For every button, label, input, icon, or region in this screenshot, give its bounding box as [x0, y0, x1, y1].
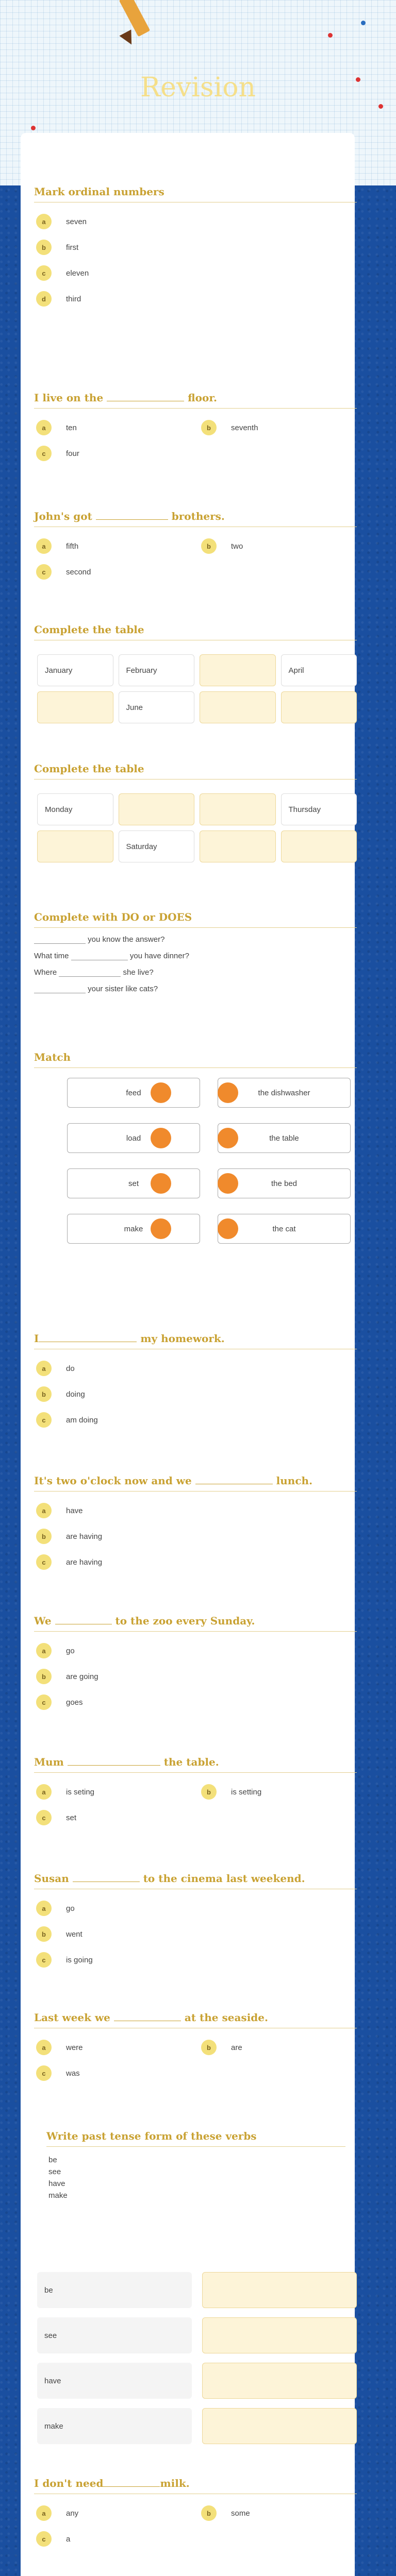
question-8 [34, 1332, 357, 1428]
blank-input[interactable] [34, 985, 86, 993]
option-b[interactable]: b some [201, 2505, 250, 2521]
table-grid [37, 654, 357, 723]
question-title: I live on the floor. [34, 392, 357, 409]
table-blank-cell[interactable] [281, 691, 357, 723]
match-handle-left[interactable] [151, 1082, 171, 1103]
pencil-tip-decoration [119, 29, 137, 47]
question-title: Match [34, 1051, 357, 1068]
match-right-item[interactable]: the table [218, 1123, 351, 1153]
verb-label: be [37, 2272, 192, 2308]
fill-line: you know the answer? [34, 931, 357, 947]
match-left-item[interactable]: feed [67, 1078, 200, 1108]
verb-label: have [37, 2363, 192, 2399]
match-left-item[interactable]: make [67, 1214, 200, 1244]
question-title: Last week we at the seaside. [34, 2011, 357, 2028]
table-cell: January [37, 654, 113, 686]
option-c[interactable]: c a [36, 2531, 70, 2547]
question-9 [34, 1475, 357, 1570]
match-handle-right[interactable] [218, 1082, 238, 1103]
blank-input[interactable] [71, 952, 128, 960]
question-5 [34, 762, 357, 851]
fill-line: What time you have dinner? [34, 951, 189, 960]
dot-decoration [378, 104, 383, 109]
table-blank-cell[interactable] [200, 831, 276, 862]
option-a[interactable]: a go [36, 1901, 75, 1916]
dot-decoration [328, 33, 333, 38]
match-handle-right[interactable] [218, 1173, 238, 1194]
option-b[interactable]: b are having [36, 1529, 102, 1544]
table-blank-cell[interactable] [200, 654, 276, 686]
option-b[interactable]: b are going [36, 1669, 98, 1684]
question-6 [34, 911, 357, 997]
match-left-item[interactable]: load [67, 1123, 200, 1153]
question-3 [34, 510, 357, 580]
option-c[interactable]: c was [36, 2065, 80, 2081]
table-cell: Saturday [119, 831, 195, 862]
option-a[interactable]: a ten [36, 420, 77, 435]
option-b[interactable]: b first [36, 240, 78, 255]
question-7 [34, 1051, 357, 1267]
table-grid [37, 793, 357, 862]
option-b[interactable]: b went [36, 1926, 82, 1942]
option-a[interactable]: a fifth [36, 538, 78, 554]
question-12 [34, 1872, 357, 1968]
fill-line: your sister like cats? [34, 980, 357, 997]
option-c[interactable]: c eleven [36, 265, 89, 281]
verb-list: be see have make [48, 2156, 68, 2200]
match-right-item[interactable]: the bed [218, 1168, 351, 1198]
match-handle-right[interactable] [218, 1128, 238, 1148]
option-a[interactable]: a do [36, 1361, 75, 1376]
option-c[interactable]: c four [36, 446, 79, 461]
table-cell: April [281, 654, 357, 686]
page-title: Revision [140, 72, 256, 103]
question-title: I don't need milk. [34, 2477, 357, 2494]
option-a[interactable]: a go [36, 1643, 75, 1658]
fill-line: Where she live? [34, 968, 154, 977]
table-cell: Thursday [281, 793, 357, 825]
verb-label: see [37, 2317, 192, 2353]
option-b[interactable]: b are [201, 2040, 242, 2055]
question-title: It's two o'clock now and we lunch. [34, 1475, 357, 1492]
verb-label: make [37, 2408, 192, 2444]
option-c[interactable]: c am doing [36, 1412, 98, 1428]
pencil-decoration [119, 0, 151, 37]
question-14 [46, 2130, 345, 2201]
option-d[interactable]: d third [36, 291, 81, 307]
question-13 [34, 2011, 357, 2081]
table-blank-cell[interactable] [37, 831, 113, 862]
table-blank-cell[interactable] [37, 691, 113, 723]
question-title: Complete the table [34, 762, 357, 779]
match-right-item[interactable]: the cat [218, 1214, 351, 1244]
table-blank-cell[interactable] [119, 793, 195, 825]
answer-drop-zone[interactable] [202, 2363, 357, 2399]
option-c[interactable]: c set [36, 1810, 76, 1825]
option-b[interactable]: b two [201, 538, 243, 554]
option-b[interactable]: b seventh [201, 420, 258, 435]
question-title: I my homework. [34, 1332, 357, 1349]
answer-drop-zone[interactable] [202, 2272, 357, 2308]
option-c[interactable]: c is going [36, 1952, 93, 1968]
option-c[interactable]: c second [36, 564, 91, 580]
option-a[interactable]: a have [36, 1503, 83, 1518]
option-c[interactable]: c are having [36, 1554, 102, 1570]
blank-input[interactable] [59, 968, 121, 977]
option-b[interactable]: b doing [36, 1386, 85, 1402]
option-b[interactable]: b is setting [201, 1784, 261, 1800]
question-title: Mum the table. [34, 1756, 357, 1773]
question-4 [34, 623, 357, 712]
match-handle-left[interactable] [151, 1128, 171, 1148]
option-c[interactable]: c goes [36, 1694, 83, 1710]
answer-drop-zone[interactable] [202, 2317, 357, 2353]
question-title: Mark ordinal numbers [34, 185, 357, 202]
question-title: Complete the table [34, 623, 357, 640]
question-1 [34, 185, 357, 307]
question-15 [34, 2272, 357, 2452]
question-10 [34, 1615, 357, 1710]
match-handle-right[interactable] [218, 1218, 238, 1239]
question-title: Complete with DO or DOES [34, 911, 357, 928]
table-blank-cell[interactable] [200, 793, 276, 825]
blank-input[interactable] [34, 935, 86, 944]
option-a[interactable]: a were [36, 2040, 83, 2055]
answer-drop-zone[interactable] [202, 2408, 357, 2444]
match-handle-left[interactable] [151, 1218, 171, 1239]
table-blank-cell[interactable] [281, 831, 357, 862]
table-cell: June [119, 691, 195, 723]
question-title: John's got brothers. [34, 510, 357, 527]
match-right-item[interactable]: the dishwasher [218, 1078, 351, 1108]
match-left-item[interactable]: set [67, 1168, 200, 1198]
question-title: Susan to the cinema last weekend. [34, 1872, 357, 1889]
question-2 [34, 392, 357, 461]
question-title: We to the zoo every Sunday. [34, 1615, 357, 1632]
option-a[interactable]: a seven [36, 214, 87, 229]
dot-decoration [361, 21, 366, 25]
table-cell: Monday [37, 793, 113, 825]
dot-decoration [31, 126, 36, 130]
question-11 [34, 1756, 357, 1825]
option-a[interactable]: a any [36, 2505, 78, 2521]
option-a[interactable]: a is seting [36, 1784, 94, 1800]
table-blank-cell[interactable] [200, 691, 276, 723]
question-title: Write past tense form of these verbs [46, 2130, 345, 2147]
match-handle-left[interactable] [151, 1173, 171, 1194]
table-cell: February [119, 654, 195, 686]
question-16 [34, 2477, 357, 2547]
